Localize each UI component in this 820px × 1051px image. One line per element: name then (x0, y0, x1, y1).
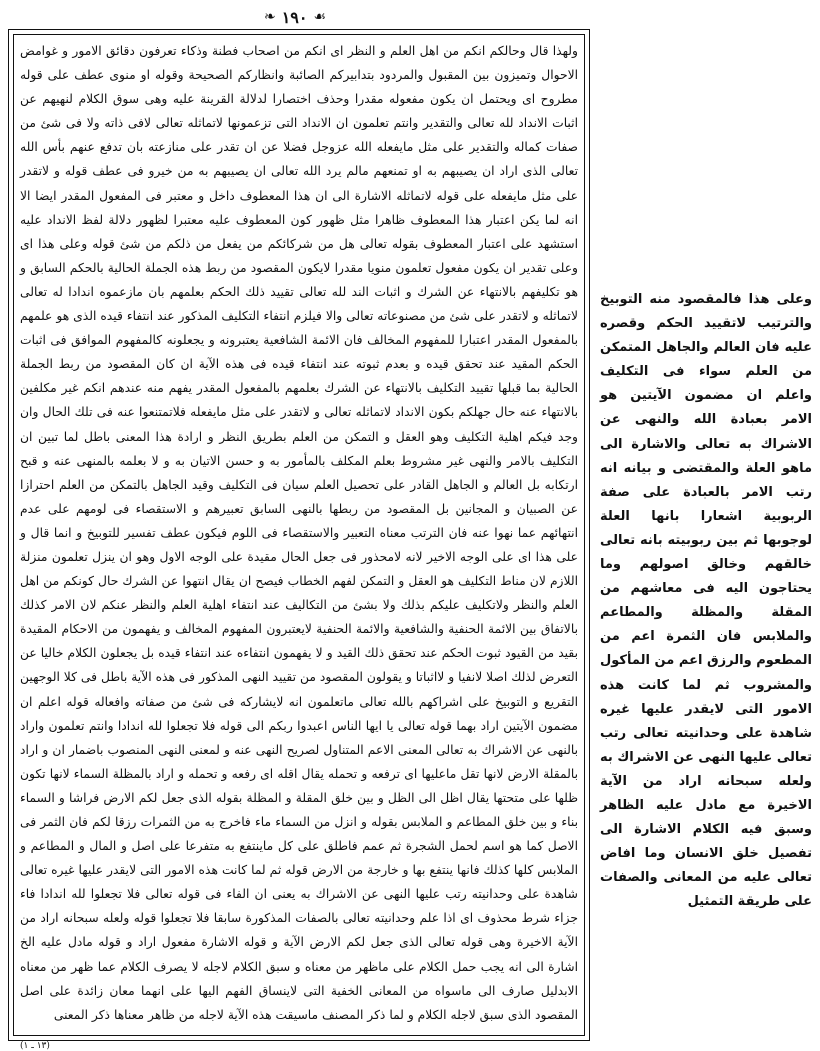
ornament-left-icon: ❧ (263, 9, 276, 25)
main-text-inner-frame (13, 34, 585, 1036)
main-text-frame (8, 29, 590, 1041)
margin-note: وعلى هذا فالمقصود منه التوبيخ والترتيب لاتقييد الحكم وقصره عليه فان العالم والجاهل المتمكن من العلم سواء فى التكليف واعلم ان مضمون الآيتين هو الامر بعبادة الله والنهى عن الاشراك به تعالى والاشارة الى ماهو العلة والمقتضى و بيانه انه رتب الامر بالعبادة على صفة الربوبية اشعارا بانها العلة لوجوبها ثم بين ربوبيته بانه تعالى خالقهم وخالق اصولهم وما يحتاجون اليه فى معاشهم من المقلة والمظلة والمطاعم والملابس فان الثمرة اعم من المطعوم والرزق اعم من المأكول والمشروب ثم لما كانت هذه الامور التى لايقدر عليها غيره شاهدة على وحدانيته تعالى رتب تعالى عليها النهى عن الاشراك به ولعله سبحانه اراد من الآية الاخيرة مع مادل عليه الظاهر وسبق فيه الكلام الاشارة الى تفصيل خلق الانسان وما افاض تعالى عليه من المعانى والصفات على طريقة التمثيل (600, 292, 812, 910)
page-header (0, 6, 590, 28)
main-body-text: ولهذا قال وحالكم انكم من اهل العلم و النظر اى انكم من اصحاب فطنة وذكاء تعرفون دقائق الامور و غوامض الاحوال وتميزون بين المقبول والمردود بتدابيركم الصائبة وانظاركم الصحيحة وقوله او منوى عطف على قوله مطروح اى ويحتمل ان يكون مفعوله مقدرا وحذف اختصارا لدلالة القرينة عليه وهى سوق الكلام لنهيهم عن اثبات الانداد لله تعالى والتقدير وانتم تعلمون ان الانداد التى تزعمونها لاتماثله تعالى لافى ذاته ولا فى شئ من صفات كماله والتقدير على مثل مايفعله الله عزوجل فضلا عن ان تقدر على منازعته بان تدفع عنهم بأس الله تعالى الذى اراد ان يصيبهم به او تمنعهم مالم يرد الله تعالى ان يصيبهم به من خيرو فى عطف قوله و لاتقدر على مثل مايفعله على قوله لاتماثله الاشارة الى ان هذا المعطوف داخل و معتبر فى المفعول المقدر ايضا الا انه لما يكن اعتبار هذا المعطوف ظاهرا مثل ظهور كون المعطوف عليه معتبرا لظهور دلالة لفظ الانداد عليه استشهد على اعتبار المعطوف بقوله تعالى هل من شركائكم من يفعل من ذلكم من شئ قوله وعلى هذا اى وعلى تقدير ان يكون مفعول تعلمون منويا مقدرا لايكون المقصود من ربط هذه الجملة الحالية بالحكم السابق و هو تكليفهم بالانتهاء عن الشرك و اثبات الند لله تعالى تقييد ذلك الحكم بعلمهم بان مازعموه اندادا له تعالى لاتماثله و لاتقدر على شئ من مصنوعاته تعالى والا فيلزم انتفاء التكليف المذكور عند انتفاء قيده الذى هو علمهم بالمفعول المقدر اعتبارا للمفهوم المخالف فان الائمة الشافعية يعتبرونه و يجعلونه كالمفهوم الموافق فى اثبات الحكم المقيد عند تحقق قيده و بعدم ثبوته عند انتفاء قيده فى هذه الآية ان كان المقصود من ربط الجملة الحالية بما قبلها تقييد التكليف بالانتهاء عن الشرك بعلمهم بالمفعول المقدر يفهم منه عندهم انكم غير مكلفين بالانتهاء عنه حال جهلكم بكون الانداد لاتماثله تعالى و لاتقدر على مثل مايفعله فلاتمتنعوا عنه فى تلك الحال وان وجد فيكم اهلية التكليف وهو العقل و التمكن من العلم بطريق النظر و ارادة هذا المعنى باطل لما تبين ان التكليف بالامر والنهى غير مشروط بعلم المكلف بالمأمور به و حسن الاتيان به و لا بعلمه بالمنهى عنه و قبح ارتكابه بل العالم و الجاهل القادر على تحصيل العلم سيان فى التكليف وقيد الجاهل بالتمكن من العلم احترازا عن الصبيان و المجانين بل المقصود من ربطها بالنهى السابق تعبيرهم و الاستقصاء فى لومهم على عدم انتهائهم عما نهوا عنه فان الترتب معناه التعبير والاستقصاء فى اللوم فيكون عطف تفسير للتوبيخ و انما قال و على هذا اى على الوجه الاخير لانه لامحذور فى جعل الحال مقيدة على الوجه الاول وهو ان ينزل تعلمون منزلة اللازم لان مناط التكليف هو العقل و التمكن لفهم الخطاب فيصح ان يقال انتهوا عن الشرك حال كونكم من اهل العلم والنظر ولاتكليف عليكم بذلك ولا بشئ من التكاليف عند انتفاء اهلية العلم والنظر عنكم لان الامر كذلك بالاتفاق بين الائمة الحنفية والشافعية والائمة الحنفية لايعتبرون المفهوم المخالف و يفهمون من الاحكام المقيدة بقيد من القيود ثبوت الحكم عند تحقق ذلك القيد و لا يفهمون انتفاءه عند انتفاء قيده بل يجعلون الكلام خاليا عن التعرض لذلك اصلا لانفيا و لااثباتا و يقولون المقصود من تقييد النهى المذكور فى هذه الآية باطل فى كلا الوجهين التقريع و التوبيخ على اشراكهم بالله تعالى ماتعلمون انه لايشاركه فى شئ من صفاته وافعاله قوله اعلم ان مضمون الآيتين اراد بهما قوله تعالى يا ايها الناس اعبدوا ربكم الى قوله فلا تجعلوا لله اندادا وانتم تعلمون واراد بالنهى عن الاشراك به تعالى المعنى الاعم المتناول لصريح النهى عنه و لمعنى النهى المنصوب باضمار ان و اراد بالمقلة الارض لانها تقل ماعليها اى ترفعه و تحمله يقال اقله اى رفعه و تحمله و اراد بالمظلة السماء لانها تكون ظلها على متحتها يقال اظل الى الظل و بين خلق المقلة و المظلة بقوله الذى جعل لكم الارض فراشا و السماء بناء و بين خلق المطاعم و الملابس بقوله و انزل من السماء ماء فاخرج به من الثمرات رزقا لكم فان الثمر فى الاصل كما هو اسم لحمل الشجرة ثم عمم فاطلق على كل ماينتفع به متفرعا على اصل و المال و المطاعم و الملابس كلها كذلك فانها ينتفع بها و خارجة من الارض قوله ثم لما كانت هذه الامور التى لايقدر عليها غيره تعالى شاهدة على وحدانيته رتب عليها النهى عن الاشراك به يعنى ان الفاء فى قوله تعالى فلا تجعلوا لله اندادا فاء جزاء شرط محذوف اى اذا علم وحدانيته تعالى بالصفات المذكورة سابقا فلا تجعلوا قوله ولعله سبحانه اراد من الآية الاخيرة وهى قوله تعالى الذى جعل لكم الارض الآية و قوله الاشارة مفعول اراد و قوله مادل عليه الخ اشارة الى انه يجب حمل الكلام على ماظهر من معناه و سبق الكلام لاجله لا يصرف الكلام عما ظهر من معناه الابدليل صارف الى ماسواه من المعانى الخفية التى لاينساق الفهم اليها على انهما معان زائدة على اصل المقصود الذى سبق لاجله الكلام و لما ذكر المصنف ماسيقت هذه الآية لاجله من ظاهر معناها ذكر المعنى (20, 44, 578, 1022)
page-number: ١٩٠ (281, 7, 308, 27)
footer-signature-mark: (١٣ ـ ١) (20, 1041, 50, 1051)
ornament-right-icon: ☙ (313, 9, 327, 25)
